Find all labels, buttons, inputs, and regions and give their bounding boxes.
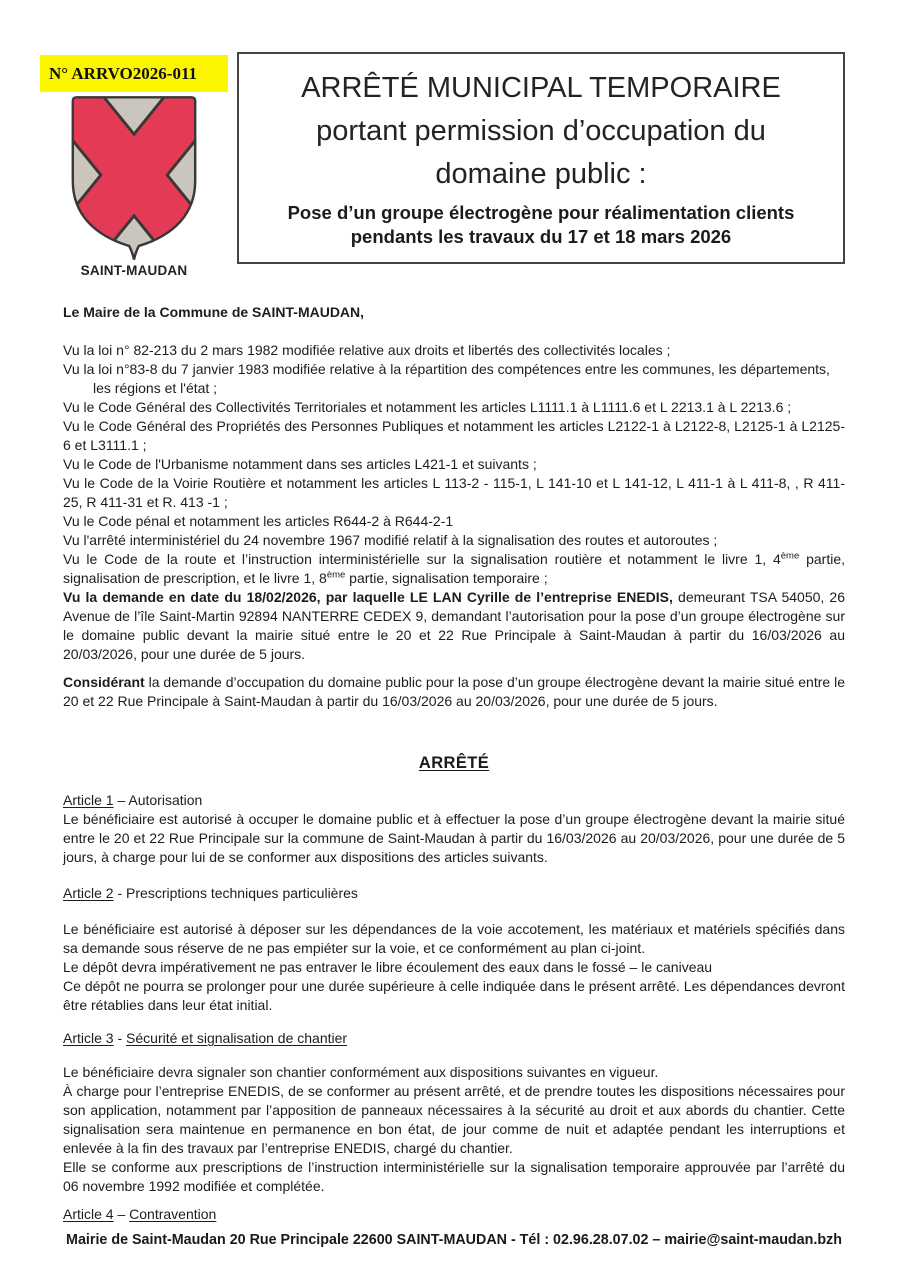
vu-item-9-text-mid: partie, signalisation de prescription, et le livre 1, 8 [63,551,845,586]
considerant-label: Considérant [63,674,145,690]
vu-item-9 [63,550,845,588]
article-2-label: Article 2 [63,885,114,901]
vu-item-10-bold-lead: Vu la demande en date du 18/02/2026, par laquelle LE LAN Cyrille de l’entreprise ENEDIS, [63,589,673,605]
article-1-label: Article 1 [63,792,114,808]
coat-of-arms-shield-icon [66,91,202,261]
vu-recitals-list [63,341,845,664]
document-title-line-1: ARRÊTÉ MUNICIPAL TEMPORAIRE [301,72,781,104]
article-1-separator: – [113,792,129,808]
article-4-separator: – [113,1206,130,1222]
article-2-title: Prescriptions techniques particulières [126,885,358,901]
vu-item-9-superscript-2: ème [326,569,346,581]
title-box [237,52,845,264]
article-1-paragraph-1: Le bénéficiaire est autorisé à occuper le domaine public et à effectuer la pose d’un groupe électrogène devant la mairie situé entre le 20 et 22 Rue Principale sur la commune de Saint-Maudan à partir du 16/03/2026 au 20/03/2026, pour une durée de 5 jours, à charge pour lui de se conformer aux dispositions des articles suivants. [63,811,845,865]
considerant-text: la demande d’occupation du domaine public pour la pose d’un groupe électrogène devant la mairie situé entre le 20 et 22 Rue Principale à Saint-Maudan à partir du 16/03/2026 au 20/03/2026, pour une durée de 5 jours. [63,674,845,709]
article-3-separator: - [113,1030,127,1046]
article-3-label: Article 3 [63,1030,114,1046]
vu-item-6: Vu le Code de la Voirie Routière et notamment les articles L 113-2 - 115-1, L 141-10 et L 141-12, L 411-1 à L 411-8, , R 411-25, R 411-31 et R. 413 -1 ; [63,475,845,510]
document-body [63,303,845,1250]
commune-name: SAINT-MAUDAN [80,263,188,278]
vu-item-7: Vu le Code pénal et notamment les articles R644-2 à R644-2-1 [63,513,454,529]
vu-item-4: Vu le Code Général des Propriétés des Personnes Publiques et notamment les articles L2122-1 à L2122-8, L2125-1 à L2125-6 et L3111.1 ; [63,418,845,453]
article-1 [63,791,845,867]
opening-line: Le Maire de la Commune de SAINT-MAUDAN, [63,304,365,320]
considerant-paragraph [63,673,845,711]
article-3-paragraph-2: À charge pour l’entreprise ENEDIS, de se conformer au présent arrêté, et de prendre toutes les dispositions nécessaires pour son application, notamment par l’apposition de panneaux nécessaires à la sécurité au droit et aux abords du chantier. Cette signalisation sera maintenue en permanence en bon état, de jour comme de nuit et adaptée pendant les interruptions et enlevée à la fin des travaux par l’entreprise ENEDIS, chargé du chantier. [63,1083,845,1156]
article-2-separator: - [113,885,127,901]
vu-item-9-text: Vu le Code de la route et l’instruction interministérielle sur la signalisation routière et notamment le livre 1, 4 [63,551,781,567]
vu-item-9-superscript-1: ème [780,550,800,562]
article-4-label: Article 4 [63,1206,114,1222]
document-title-line-2: portant permission d’occupation du [316,115,766,147]
article-2 [63,884,845,1015]
vu-item-5: Vu le Code de l'Urbanisme notamment dans ses articles L421-1 et suivants ; [63,456,537,472]
article-3 [63,1029,845,1196]
vu-item-2: Vu la loi n°83-8 du 7 janvier 1983 modifiée relative à la répartition des compétences entre les communes, les départements, les régions et l'état ; [63,361,830,396]
article-3-heading [63,1029,845,1048]
commune-coat-of-arms [66,91,202,261]
article-4-title: Contravention [129,1206,217,1222]
article-3-paragraph-3: Elle se conforme aux prescriptions de l’instruction interministérielle sur la signalisation temporaire approuvée par l’arrêté du 06 novembre 1992 modifiée et complétée. [63,1159,845,1194]
vu-item-3: Vu le Code Général des Collectivités Territoriales et notamment les articles L1111.1 à L1111.6 et L 2213.1 à L 2213.6 ; [63,399,792,415]
article-1-title: Autorisation [128,792,203,808]
article-2-paragraph-1: Le bénéficiaire est autorisé à déposer sur les dépendances de la voie accotement, les matériaux et matériels spécifiés dans sa demande sous réserve de ne pas empiéter sur la voie, et ce conformément au plan ci-joint. [63,921,845,956]
article-4-heading [63,1205,845,1224]
document-subtitle [239,201,843,249]
arrete-heading: ARRÊTÉ [418,754,490,772]
reference-number: N° ARRVO2026-011 [49,63,198,83]
vu-item-8: Vu l'arrêté interministériel du 24 novembre 1967 modifié relatif à la signalisation des routes et autoroutes ; [63,532,718,548]
article-1-heading [63,791,845,810]
article-2-paragraph-3: Ce dépôt ne pourra se prolonger pour une durée supérieure à celle indiquée dans le présent arrêté. Les dépendances devront être rétablies dans leur état initial. [63,978,845,1013]
vu-item-10 [63,588,845,664]
document-subtitle-line-1: Pose d’un groupe électrogène pour réalimentation clients [287,202,795,223]
vu-item-1: Vu la loi n° 82-213 du 2 mars 1982 modifiée relative aux droits et libertés des collectivités locales ; [63,342,671,358]
reference-number-banner [40,55,228,92]
article-3-title: Sécurité et signalisation de chantier [126,1030,348,1046]
vu-item-9-text-end: partie, signalisation temporaire ; [345,570,548,586]
article-2-heading [63,884,845,903]
article-3-paragraph-1: Le bénéficiaire devra signaler son chantier conformément aux dispositions suivantes en vigueur. [63,1064,659,1080]
footer-contact-line: Mairie de Saint-Maudan 20 Rue Principale 22600 SAINT-MAUDAN - Tél : 02.96.28.07.02 – mairie@saint-maudan.bzh [66,1232,842,1248]
document-subtitle-line-2: pendants les travaux du 17 et 18 mars 2026 [350,226,732,247]
vu-item-10-text: demeurant TSA 54050, 26 Avenue de l’île Saint-Martin 92894 NANTERRE CEDEX 9, demandant l’autorisation pour la pose d’un groupe électrogène sur le domaine public devant la mairie situé entre le 20 et 22 Rue Principale à Saint-Maudan à partir du 16/03/2026 au 20/03/2026, pour une durée de 5 jours. [63,589,846,662]
document-title-line-3: domaine public : [435,158,647,190]
article-2-paragraph-2: Le dépôt devra impérativement ne pas entraver le libre écoulement des eaux dans le fossé – le caniveau [63,959,713,975]
article-4 [63,1205,845,1224]
